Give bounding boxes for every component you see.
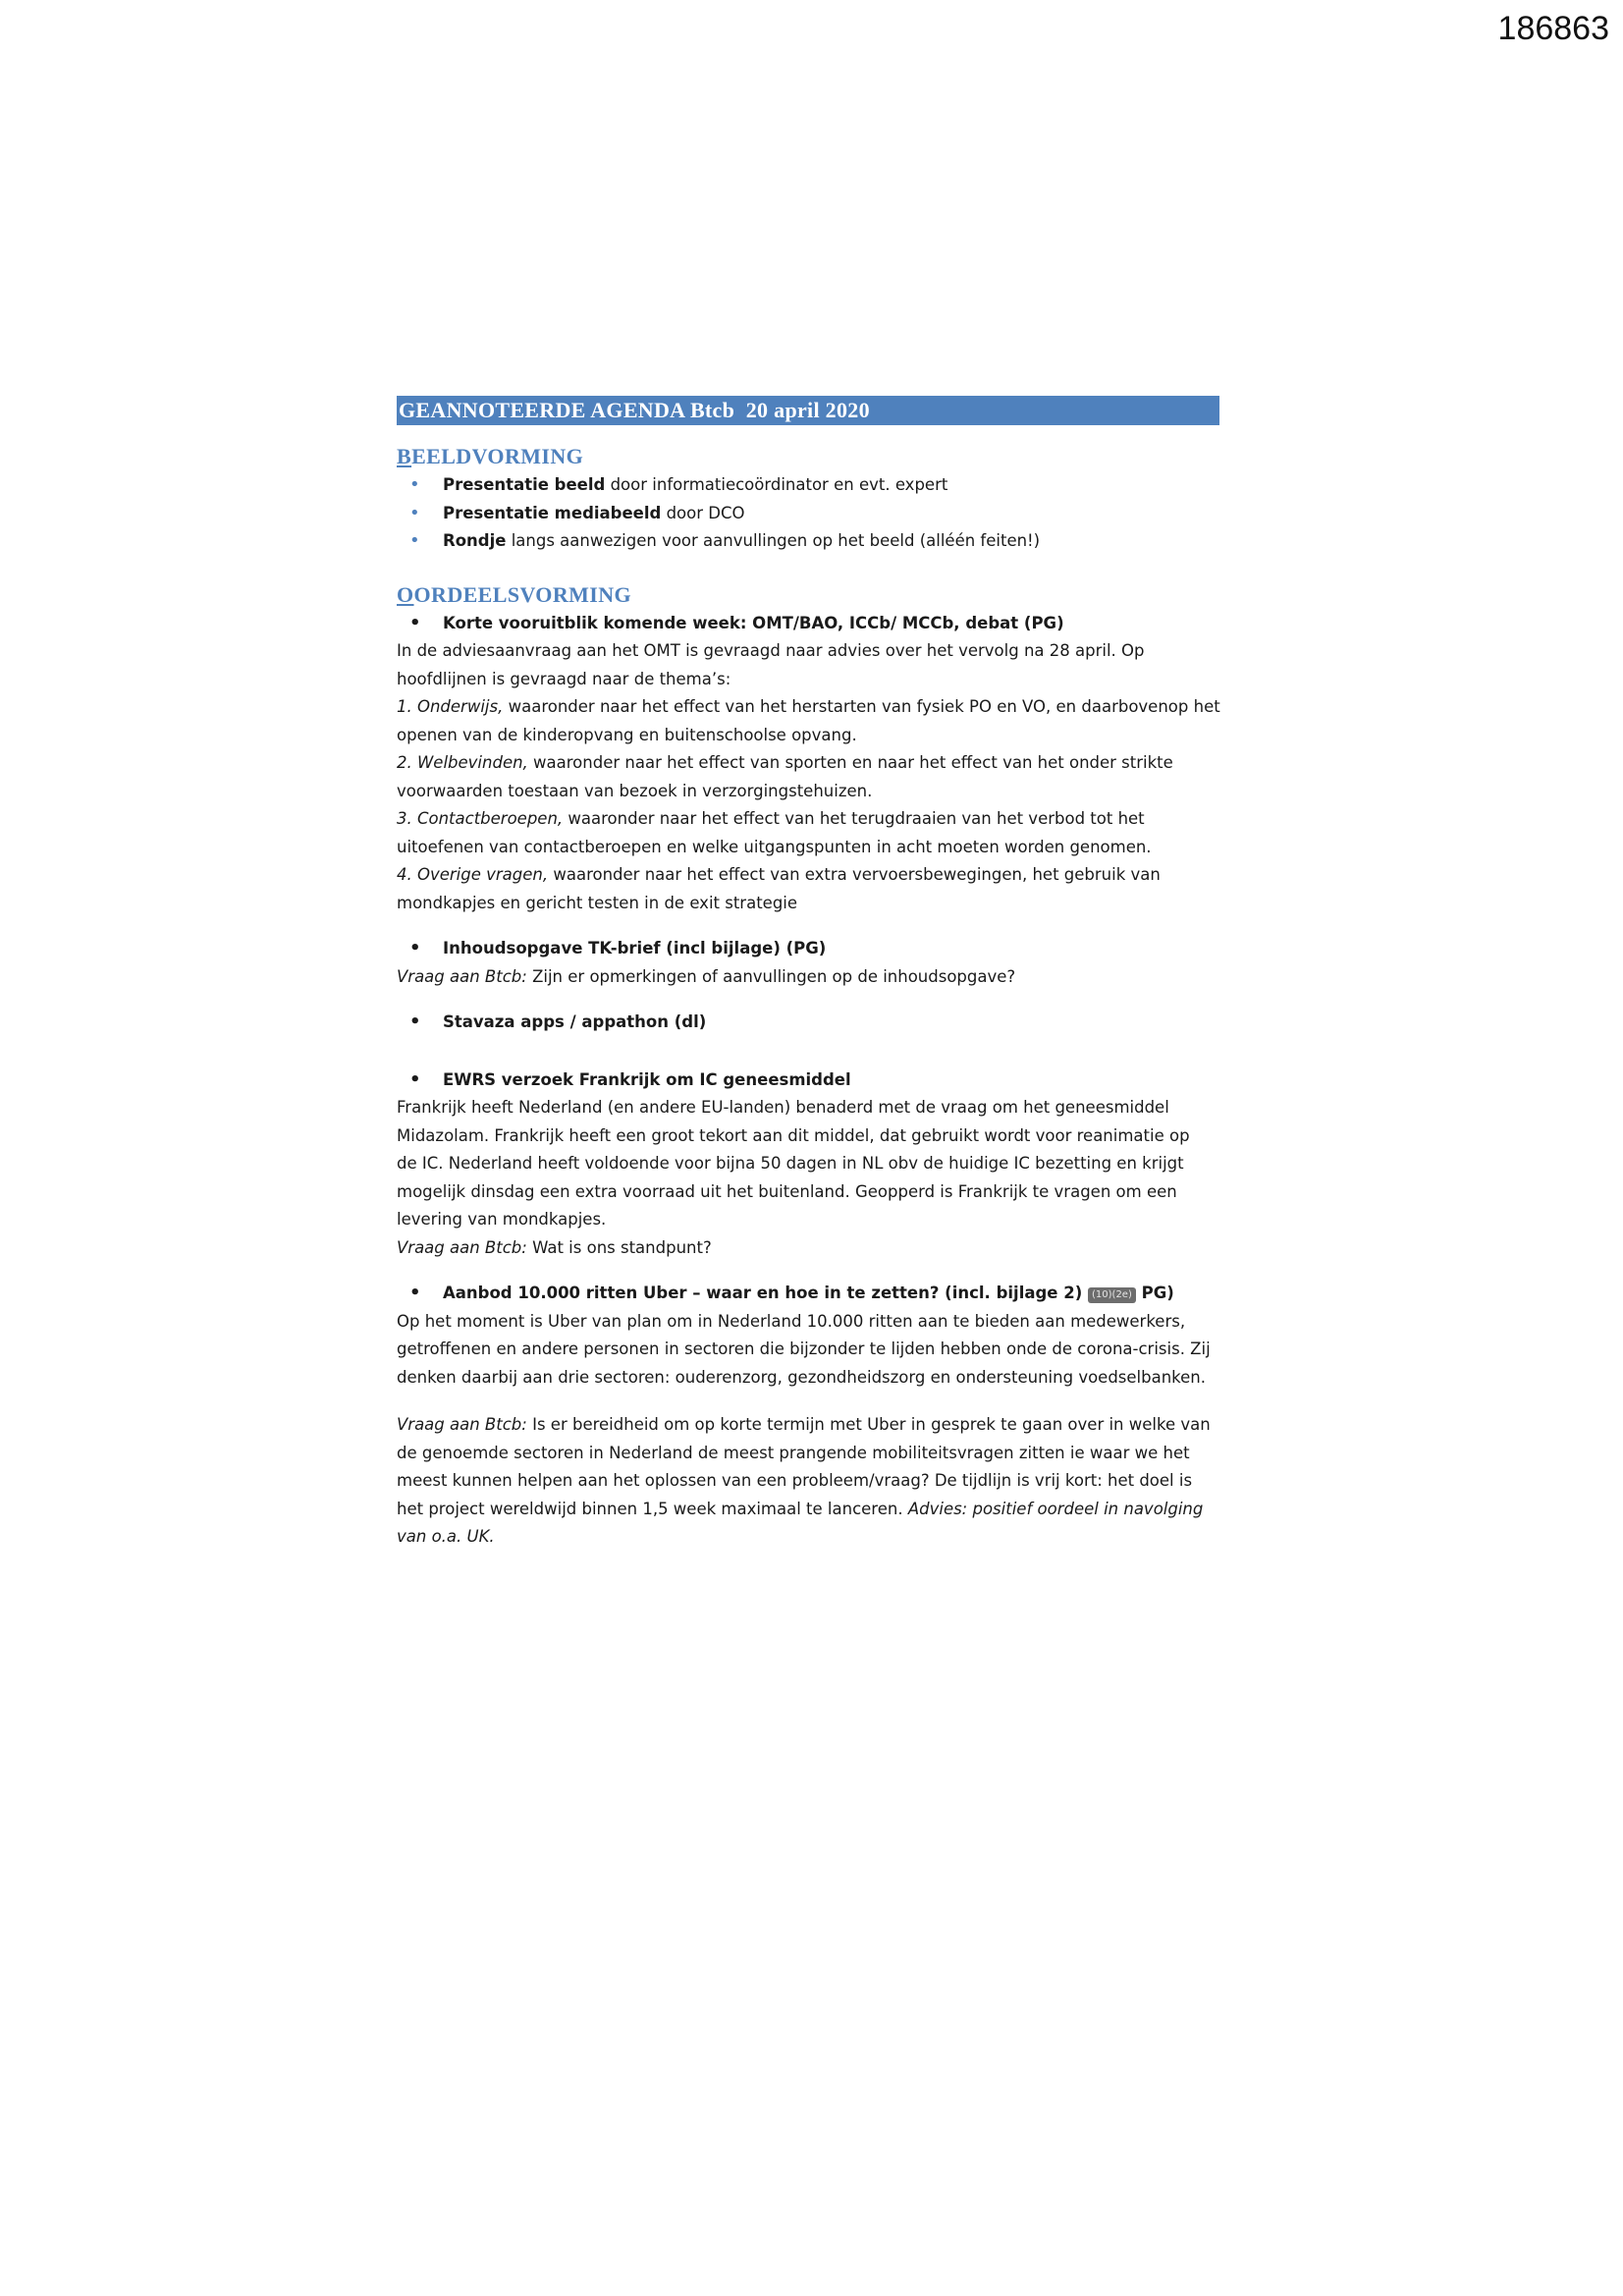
paragraph-line: Op het moment is Uber van plan om in Nederland 10.000 ritten aan te bieden aan medewerkers, — [397, 1311, 1186, 1331]
paragraph-line: hoofdlijnen is gevraagd naar de thema’s: — [397, 669, 731, 688]
agenda-item-uber — [397, 1280, 1219, 1308]
advice-line — [397, 1496, 1219, 1524]
paragraph-line: de IC. Nederland heeft voldoende voor bijna 50 dagen in NL obv de huidige IC bezetting en krijgt — [397, 1154, 1184, 1173]
agenda-item-title: • EWRS verzoek Frankrijk om IC geneesmiddel — [397, 1066, 1219, 1095]
paragraph-line: levering van mondkapjes. — [397, 1210, 607, 1229]
theme-welbevinden — [397, 749, 1219, 778]
question-line — [397, 1234, 1219, 1263]
paragraph-line: meest kunnen helpen aan het oplossen van een probleem/vraag? De tijdlijn is vrij kort: het doel is — [397, 1471, 1193, 1490]
question-label: Vraag aan Btcb: — [397, 1237, 527, 1257]
advice-line: van o.a. UK. — [397, 1527, 495, 1546]
question-label: Vraag aan Btcb: — [397, 966, 527, 986]
agenda-item-title: • Korte vooruitblik komende week: OMT/BAO, ICCb/ MCCb, debat (PG) — [397, 610, 1219, 638]
item-text: door DCO — [661, 503, 745, 522]
agenda-item-vooruitblik — [397, 610, 1219, 638]
agenda-item-title — [397, 1280, 1219, 1308]
heading-rest: ORDEELSVORMING — [413, 581, 632, 607]
item-bold-label: Rondje — [443, 531, 507, 550]
heading-initial: B — [397, 444, 412, 468]
agenda-page — [397, 396, 1219, 1552]
agenda-item-title: • Inhoudsopgave TK-brief (incl bijlage) (PG) — [397, 935, 1219, 963]
item-title-text: Aanbod 10.000 ritten Uber – waar en hoe in te zetten? (incl. bijlage 2) — [443, 1284, 1083, 1302]
paragraph-line: uitoefenen van contactberoepen en welke uitgangspunten in acht moeten worden genomen. — [397, 837, 1152, 856]
agenda-item-stavaza — [397, 1009, 1219, 1037]
theme-onderwijs — [397, 693, 1219, 722]
agenda-title: GEANNOTEERDE AGENDA Btcb 20 april 2020 — [397, 396, 1219, 425]
paragraph-line: mondkapjes en gericht testen in de exit strategie — [397, 893, 798, 912]
paragraph-line: In de adviesaanvraag aan het OMT is gevraagd naar advies over het vervolg na 28 april. Op — [397, 641, 1145, 660]
list-item — [397, 527, 1219, 556]
item-bold-label: Presentatie mediabeeld — [443, 503, 662, 522]
advice-text: Advies: positief oordeel in navolging — [907, 1499, 1204, 1518]
agenda-item-inhoudsopgave — [397, 935, 1219, 963]
theme-contactberoepen — [397, 805, 1219, 834]
theme-label: 3. Contactberoepen, — [397, 809, 564, 828]
question-label: Vraag aan Btcb: — [397, 1415, 527, 1434]
question-text: Zijn er opmerkingen of aanvullingen op de inhoudsopgave? — [526, 966, 1016, 986]
list-item — [397, 471, 1219, 500]
paragraph-line: openen van de kinderopvang en buitenschoolse opvang. — [397, 725, 857, 744]
paragraph-line: mogelijk dinsdag een extra voorraad uit het buitenland. Geopperd is Frankrijk te vragen om een — [397, 1181, 1177, 1201]
redaction-mark: (10)(2e) — [1088, 1287, 1136, 1303]
section-heading-oordeelsvorming — [397, 580, 1219, 610]
beeldvorming-list — [397, 471, 1219, 556]
theme-text: waaronder naar het effect van het terugdraaien van het verbod tot het — [563, 809, 1145, 828]
heading-rest: EELDVORMING — [411, 444, 584, 468]
item-text: door informatiecoördinator en evt. expert — [605, 475, 948, 494]
question-line — [397, 963, 1219, 992]
agenda-item-title: • Stavaza apps / appathon (dl) — [397, 1009, 1219, 1037]
item-title-end: PG) — [1135, 1284, 1174, 1302]
heading-initial: O — [397, 581, 414, 607]
question-text: het project wereldwijd binnen 1,5 week maximaal te lanceren. — [397, 1499, 908, 1518]
paragraph-line: Midazolam. Frankrijk heeft een groot tekort aan dit middel, dat gebruikt wordt voor reanimatie op — [397, 1125, 1190, 1145]
question-text: Wat is ons standpunt? — [526, 1237, 712, 1257]
item-bold-label: Presentatie beeld — [443, 475, 606, 494]
question-text: Is er bereidheid om op korte termijn met Uber in gesprek te gaan over in welke van — [526, 1415, 1211, 1434]
item-text: langs aanwezigen voor aanvullingen op het beeld (alléén feiten!) — [506, 531, 1041, 550]
theme-text: waaronder naar het effect van extra vervoersbewegingen, het gebruik van — [548, 865, 1161, 884]
theme-text: waaronder naar het effect van het herstarten van fysiek PO en VO, en daarbovenop het — [503, 697, 1220, 716]
theme-overige-vragen — [397, 861, 1219, 890]
section-heading-beeldvorming — [397, 442, 1219, 471]
document-number: 186863 — [1497, 10, 1609, 47]
theme-label: 2. Welbevinden, — [397, 753, 528, 772]
paragraph-line: Frankrijk heeft Nederland (en andere EU-landen) benaderd met de vraag om het geneesmiddel — [397, 1098, 1169, 1117]
theme-label: 1. Onderwijs, — [397, 697, 504, 716]
agenda-item-ewrs — [397, 1066, 1219, 1095]
question-line — [397, 1411, 1219, 1440]
paragraph-line: getroffenen en andere personen in sectoren die bijzonder te lijden hebben onde de corona-crisis. Zij — [397, 1339, 1211, 1358]
theme-text: waaronder naar het effect van sporten en naar het effect van het onder strikte — [527, 753, 1173, 772]
paragraph-line: denken daarbij aan drie sectoren: ouderenzorg, gezondheidszorg en ondersteuning voedselbanken. — [397, 1367, 1207, 1387]
list-item — [397, 500, 1219, 528]
paragraph-line: de genoemde sectoren in Nederland de meest prangende mobiliteitsvragen zitten ie waar we het — [397, 1443, 1190, 1462]
theme-label: 4. Overige vragen, — [397, 865, 549, 884]
paragraph-line: voorwaarden toestaan van bezoek in verzorgingstehuizen. — [397, 781, 873, 800]
